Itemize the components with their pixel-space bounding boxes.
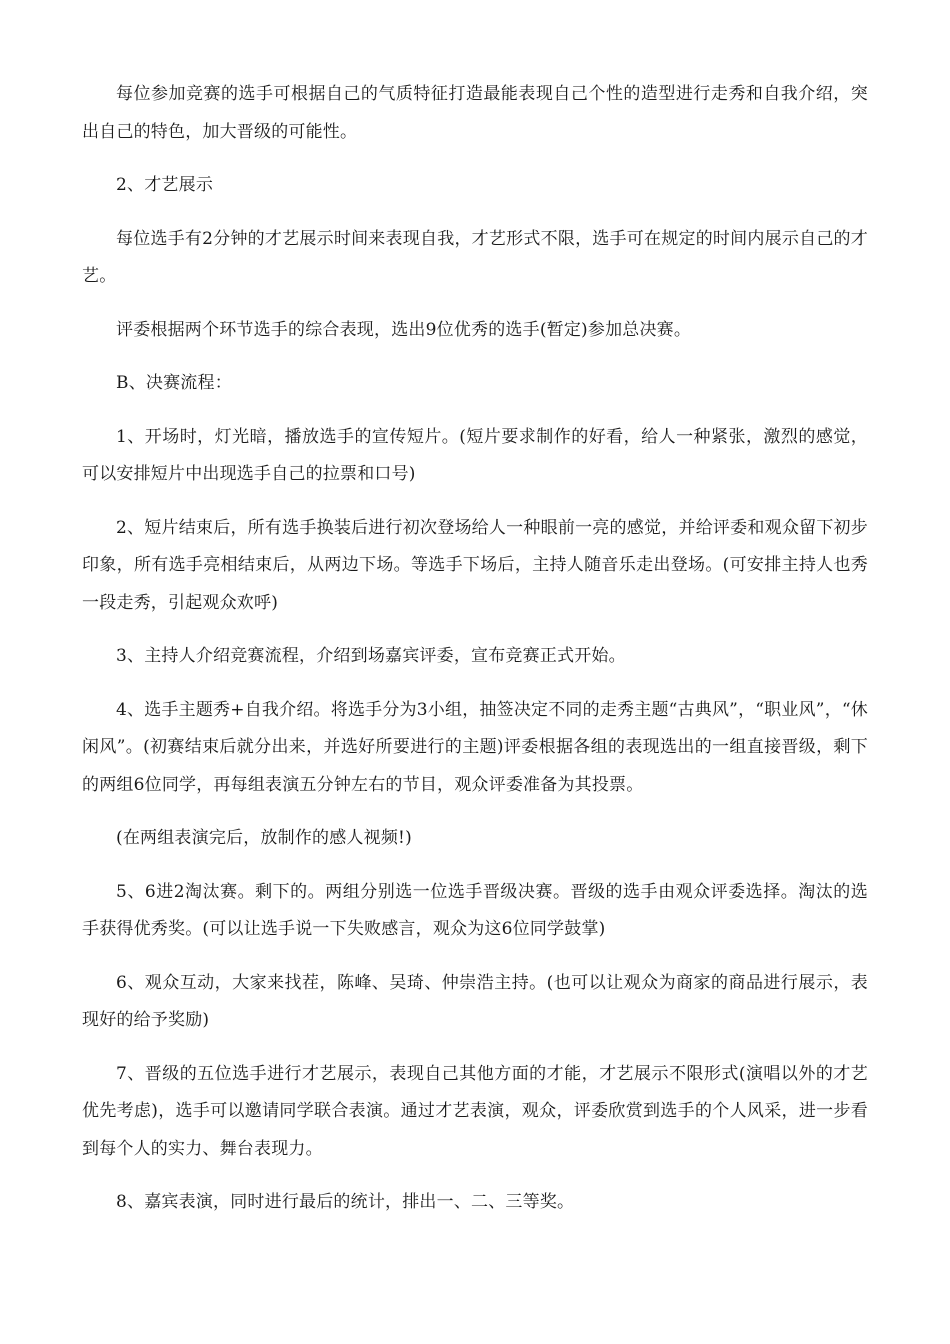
- paragraph-step-2: 2、短片结束后，所有选手换装后进行初次登场给人一种眼前一亮的感觉，并给评委和观众留下初步印象，所有选手亮相结束后，从两边下场。等选手下场后，主持人随音乐走出登场。(可安排主持人也秀一段走秀，引起观众欢呼): [82, 517, 868, 613]
- paragraph-step-4: 4、选手主题秀+自我介绍。将选手分为3小组，抽签决定不同的走秀主题“古典风”，“职业风”，“休闲风”。(初赛结束后就分出来，并选好所要进行的主题)评委根据各组的表现选出的一组直接晋级，剩下的两组6位同学，再每组表演五分钟左右的节目，观众评委准备为其投票。: [82, 699, 868, 795]
- paragraph-self-intro: 每位参加竞赛的选手可根据自己的气质特征打造最能表现自己个性的造型进行走秀和自我介绍，突出自己的特色，加大晋级的可能性。: [82, 84, 868, 142]
- paragraph-step-6: 6、观众互动，大家来找茬，陈峰、吴琦、仲崇浩主持。(也可以让观众为商家的商品进行展示，表现好的给予奖励): [82, 972, 868, 1030]
- paragraph-judges-select: 评委根据两个环节选手的综合表现，选出9位优秀的选手(暂定)参加总决赛。: [116, 319, 692, 340]
- paragraph-video-note: (在两组表演完后，放制作的感人视频!): [116, 828, 412, 848]
- paragraph-step-8: 8、嘉宾表演，同时进行最后的统计，排出一、二、三等奖。: [116, 1192, 575, 1212]
- paragraph-step-5: 5、6进2淘汰赛。剩下的。两组分别选一位选手晋级决赛。晋级的选手由观众评委选择。淘汰的选手获得优秀奖。(可以让选手说一下失败感言，观众为这6位同学鼓掌): [82, 881, 868, 939]
- paragraph-step-7: 7、晋级的五位选手进行才艺展示，表现自己其他方面的才能，才艺展示不限形式(演唱以外的才艺优先考虑)，选手可以邀请同学联合表演。通过才艺表演，观众，评委欣赏到选手的个人风采，进一步看到每个人的实力、舞台表现力。: [82, 1063, 868, 1159]
- paragraph-talent-time: 每位选手有2分钟的才艺展示时间来表现自我，才艺形式不限，选手可在规定的时间内展示自己的才艺。: [82, 228, 868, 286]
- heading-talent-show: 2、才艺展示: [116, 175, 214, 195]
- paragraph-step-3: 3、主持人介绍竞赛流程，介绍到场嘉宾评委，宣布竞赛正式开始。: [116, 646, 626, 666]
- paragraph-step-1: 1、开场时，灯光暗，播放选手的宣传短片。(短片要求制作的好看，给人一种紧张，激烈的感觉，可以安排短片中出现选手自己的拉票和口号): [82, 426, 868, 484]
- heading-final-process: B、决赛流程：: [116, 373, 232, 393]
- document-page: [82, 76, 868, 1238]
